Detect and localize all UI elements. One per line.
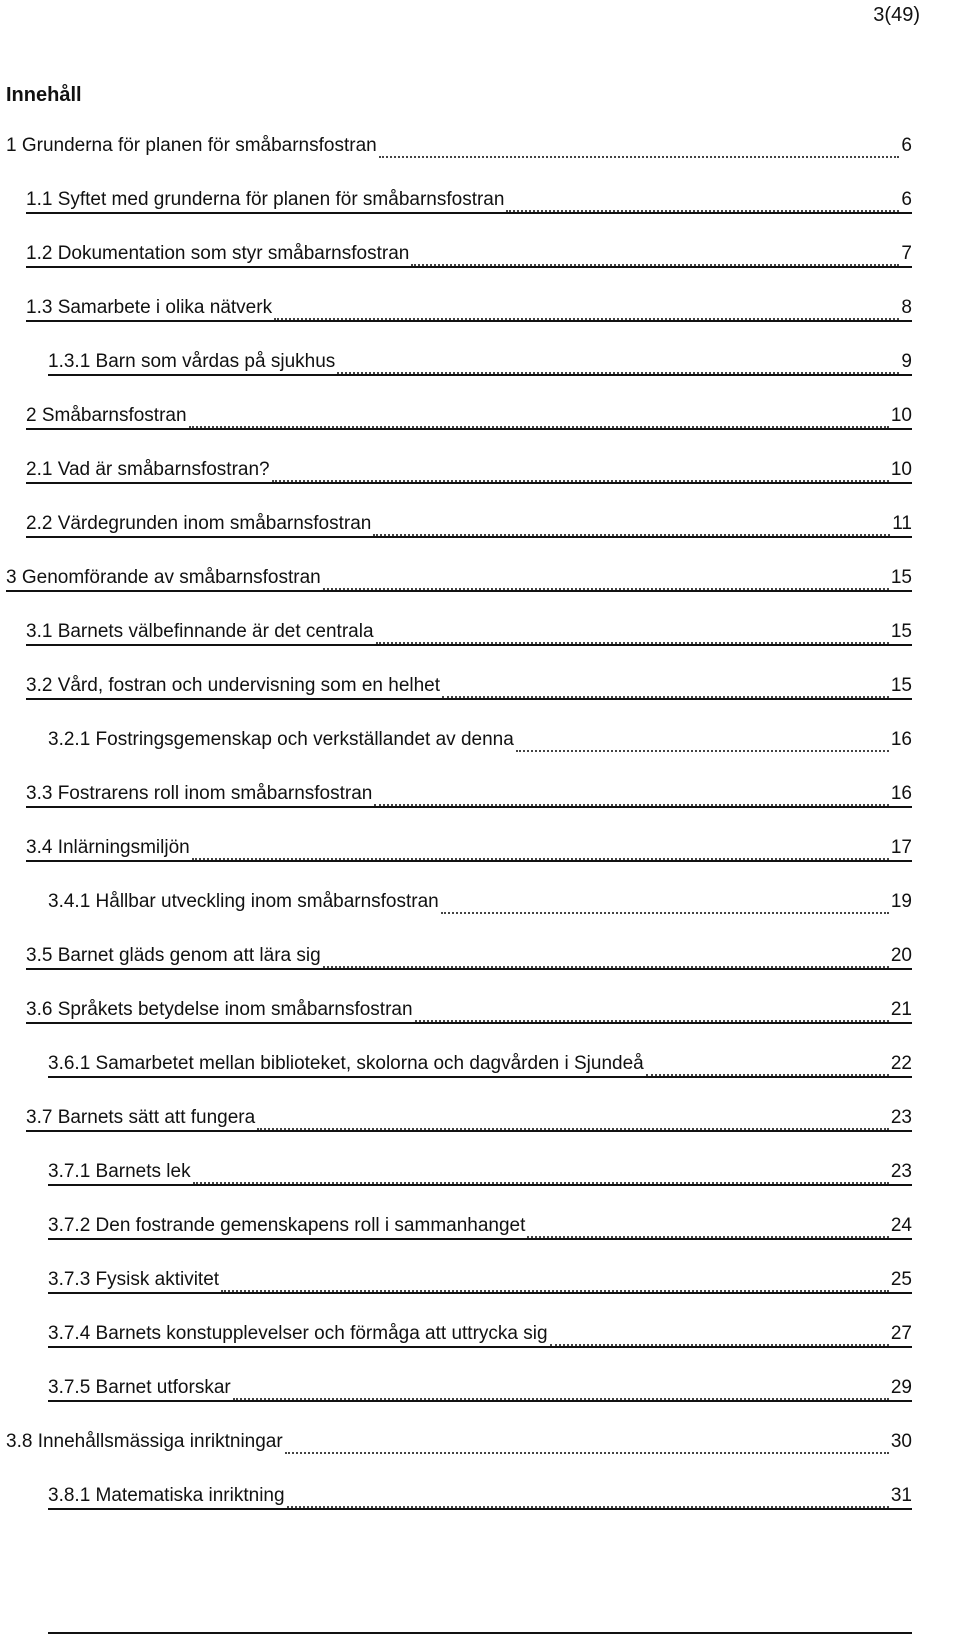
toc-entry[interactable] [26,616,912,646]
toc-entry[interactable] [6,562,912,592]
toc-entry-page: 10 [890,405,912,426]
toc-entry-title: 1.1 Syftet med grunderna för planen för småbarnsfostran [26,189,505,210]
toc-entry[interactable] [48,724,912,752]
toc-entry-page: 11 [892,513,912,534]
toc-entry[interactable] [26,400,912,430]
dot-leader [411,246,899,266]
toc-entry-page: 19 [890,891,912,912]
toc-entry-title: 3.6 Språkets betydelse inom småbarnsfostran [26,999,413,1020]
toc-entry-page: 23 [890,1107,912,1128]
dot-leader [323,948,889,968]
toc-entry[interactable] [48,1156,912,1186]
toc-entry-title: 3.7.2 Den fostrande gemenskapens roll i sammanhanget [48,1215,526,1236]
toc-entry[interactable] [26,940,912,970]
toc-entry[interactable] [26,238,912,268]
dot-leader [646,1056,889,1076]
toc-entry-title: 3.1 Barnets välbefinnande är det centrala [26,621,374,642]
toc-heading: Innehåll [6,84,82,106]
toc-entry-title: 1 Grunderna för planen för småbarnsfostran [6,135,377,156]
toc-entry-title: 3.4.1 Hållbar utveckling inom småbarnsfostran [48,891,439,912]
toc-entry-page: 23 [890,1161,912,1182]
toc-entry[interactable] [6,1426,912,1454]
toc-entry-page: 7 [901,243,912,264]
toc-entry-title: 2.1 Vad är småbarnsfostran? [26,459,270,480]
toc-entry[interactable] [48,1048,912,1078]
toc-entry[interactable] [48,1372,912,1402]
dot-leader [221,1272,889,1292]
toc-entry-title: 1.2 Dokumentation som styr småbarnsfostran [26,243,410,264]
toc-entry-title: 3.7.4 Barnets konstupplevelser och förmåga att uttrycka sig [48,1323,548,1344]
toc-entry-title: 1.3 Samarbete i olika nätverk [26,297,273,318]
toc-entry-title: 3.7.3 Fysisk aktivitet [48,1269,220,1290]
toc-entry-title: 3.6.1 Samarbetet mellan biblioteket, skolorna och dagvården i Sjundeå [48,1053,644,1074]
dot-leader [285,1434,889,1454]
dot-leader [193,1164,889,1184]
dot-leader [376,624,889,644]
toc-entry-title: 3.7.1 Barnets lek [48,1161,191,1182]
toc-entry-page: 16 [890,783,912,804]
toc-entry-title: 3.8 Innehållsmässiga inriktningar [6,1431,283,1452]
toc-entry-title: 2.2 Värdegrunden inom småbarnsfostran [26,513,372,534]
page-number: 3(49) [873,4,920,26]
toc-entry[interactable] [26,292,912,322]
dot-leader [373,516,890,536]
toc-entry-title: 3.2 Vård, fostran och undervisning som en helhet [26,675,441,696]
toc-entry-page: 31 [890,1485,912,1506]
dot-leader [516,732,889,752]
dot-leader [257,1110,889,1130]
toc-entry[interactable] [26,994,912,1024]
dot-leader [192,840,889,860]
toc-entry[interactable] [26,184,912,214]
toc-entry-title: 3.7 Barnets sätt att fungera [26,1107,256,1128]
toc-entry-page: 15 [890,621,912,642]
toc-entry[interactable] [48,1210,912,1240]
toc-entry-page: 15 [890,567,912,588]
dot-leader [272,462,889,482]
toc-entry[interactable] [26,670,912,700]
toc-entry-title: 2 Småbarnsfostran [26,405,187,426]
toc-entry-page: 6 [901,189,912,210]
toc-entry-page: 16 [890,729,912,750]
toc-entry[interactable] [26,454,912,484]
dot-leader [189,408,889,428]
toc-entry-page: 17 [890,837,912,858]
toc-entry-page: 27 [890,1323,912,1344]
toc-entry-page: 30 [890,1431,912,1452]
toc-entry[interactable] [26,1102,912,1132]
toc-entry[interactable] [26,508,912,538]
dot-leader [379,138,900,158]
toc-entry-title: 1.3.1 Barn som vårdas på sjukhus [48,351,336,372]
toc-entry-title: 3.3 Fostrarens roll inom småbarnsfostran [26,783,373,804]
dot-leader [441,894,889,914]
toc-entry-page: 25 [890,1269,912,1290]
dot-leader [506,192,899,212]
toc-entry[interactable] [48,346,912,376]
toc-entry[interactable] [26,778,912,808]
dot-leader [442,678,889,698]
toc-entry-page: 22 [890,1053,912,1074]
toc-entry-page: 9 [901,351,912,372]
toc-entry[interactable] [48,1318,912,1348]
toc-entry[interactable] [26,832,912,862]
toc-entry-title: 3.4 Inlärningsmiljön [26,837,190,858]
dot-leader [287,1488,889,1508]
dot-leader [527,1218,888,1238]
toc-entry-page: 20 [890,945,912,966]
toc-entry-page: 24 [890,1215,912,1236]
bottom-rule [48,1632,912,1634]
toc-entry-page: 10 [890,459,912,480]
dot-leader [374,786,888,806]
dot-leader [550,1326,889,1346]
toc-entry-title: 3 Genomförande av småbarnsfostran [6,567,321,588]
dot-leader [415,1002,889,1022]
toc-entry-page: 6 [901,135,912,156]
toc-entry[interactable] [48,1264,912,1294]
toc-entry-page: 15 [890,675,912,696]
dot-leader [233,1380,889,1400]
toc-entry-title: 3.8.1 Matematiska inriktning [48,1485,285,1506]
toc-entry[interactable] [48,886,912,914]
dot-leader [323,570,889,590]
toc-entry-title: 3.5 Barnet gläds genom att lära sig [26,945,321,966]
toc-entry-page: 8 [901,297,912,318]
toc-entry[interactable] [6,130,912,158]
toc-entry-title: 3.2.1 Fostringsgemenskap och verkställandet av denna [48,729,514,750]
dot-leader [337,354,899,374]
toc-entry-page: 29 [890,1377,912,1398]
toc-entry-page: 21 [890,999,912,1020]
toc-entry-title: 3.7.5 Barnet utforskar [48,1377,231,1398]
dot-leader [274,300,899,320]
toc-entry[interactable] [48,1480,912,1510]
